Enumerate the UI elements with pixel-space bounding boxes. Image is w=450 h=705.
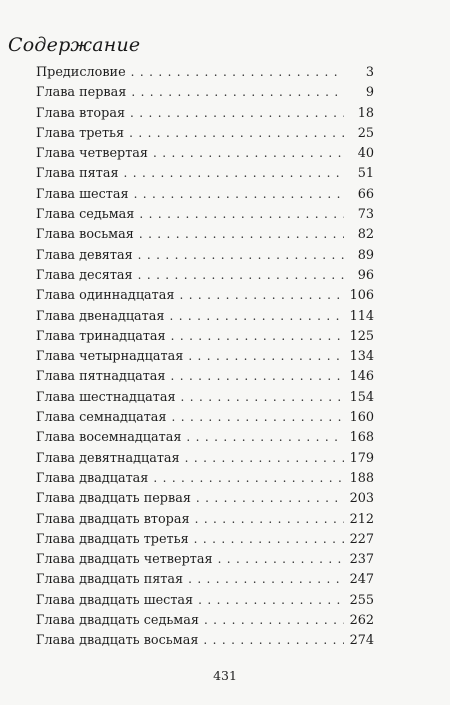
toc-entry-title: Глава двадцать шестая <box>36 592 194 608</box>
toc-entry-title: Глава пятая <box>36 166 119 182</box>
toc-entry-page: 160 <box>349 410 374 426</box>
toc-entry <box>36 509 374 529</box>
dot-leader <box>194 529 344 549</box>
toc-entry <box>36 265 374 285</box>
dot-leader <box>153 143 344 163</box>
toc-entry-page: 179 <box>349 450 374 466</box>
toc-entry-title: Глава четырнадцатая <box>36 349 184 365</box>
toc-entry <box>36 468 374 488</box>
toc-entry-title: Глава первая <box>36 85 127 101</box>
toc-entry-title: Глава двадцать первая <box>36 491 191 507</box>
toc-entry-title: Глава девятнадцатая <box>36 450 180 466</box>
toc-entry <box>36 204 374 224</box>
toc-entry-page: 106 <box>349 288 374 304</box>
toc-entry-title: Глава четвертая <box>36 146 148 162</box>
page-number: 431 <box>213 668 237 683</box>
toc-entry-title: Глава двадцатая <box>36 470 149 486</box>
dot-leader <box>204 610 344 630</box>
toc-entry-title: Глава двадцать восьмая <box>36 633 199 649</box>
toc-entry-title: Глава семнадцатая <box>36 410 167 426</box>
table-of-contents <box>36 62 374 651</box>
dot-leader <box>171 326 344 346</box>
toc-entry-page: 25 <box>357 125 374 141</box>
toc-entry-page: 3 <box>365 65 374 80</box>
toc-entry <box>36 610 374 630</box>
toc-entry-title: Глава третья <box>36 125 125 141</box>
toc-entry <box>36 184 374 204</box>
dot-leader <box>188 569 343 589</box>
toc-entry-title: Глава девятая <box>36 247 133 263</box>
toc-entry-page: 18 <box>357 105 374 121</box>
toc-entry <box>36 285 374 305</box>
dot-leader <box>179 285 343 305</box>
dot-leader <box>171 366 344 386</box>
toc-entry-page: 114 <box>349 308 374 324</box>
toc-entry-page: 247 <box>349 572 374 588</box>
toc-entry <box>36 569 374 589</box>
toc-entry-title: Глава двадцать третья <box>36 531 189 547</box>
toc-entry-title: Глава пятнадцатая <box>36 369 166 385</box>
dot-leader <box>169 306 343 326</box>
toc-entry-page: 82 <box>357 227 374 243</box>
toc-entry-title: Глава тринадцатая <box>36 328 166 344</box>
toc-entry-title: Глава двадцать четвертая <box>36 552 213 568</box>
dot-leader <box>198 590 343 610</box>
toc-entry <box>36 103 374 123</box>
toc-entry-page: 89 <box>357 247 374 263</box>
toc-entry-title: Глава двадцать седьмая <box>36 613 199 629</box>
dot-leader <box>131 82 344 102</box>
toc-entry-title: Глава вторая <box>36 105 126 121</box>
toc-entry-title: Глава седьмая <box>36 207 135 223</box>
toc-entry <box>36 123 374 143</box>
dot-leader <box>131 62 344 82</box>
toc-entry <box>36 427 374 447</box>
toc-entry <box>36 630 374 650</box>
toc-entry-title: Глава десятая <box>36 267 133 283</box>
toc-entry <box>36 529 374 549</box>
toc-entry-page: 237 <box>349 552 374 568</box>
toc-entry-page: 255 <box>349 592 374 608</box>
toc-entry <box>36 82 374 102</box>
toc-entry-title: Глава шестнадцатая <box>36 389 176 405</box>
toc-entry-page: 146 <box>349 369 374 385</box>
toc-entry-page: 274 <box>349 633 374 649</box>
dot-leader <box>124 163 344 183</box>
toc-entry <box>36 366 374 386</box>
dot-leader <box>138 265 344 285</box>
dot-leader <box>134 184 344 204</box>
toc-entry <box>36 224 374 244</box>
toc-entry <box>36 590 374 610</box>
dot-leader <box>153 468 343 488</box>
toc-entry-page: 154 <box>349 389 374 405</box>
toc-entry-page: 168 <box>349 430 374 446</box>
toc-entry <box>36 488 374 508</box>
toc-entry <box>36 306 374 326</box>
toc-entry-page: 262 <box>349 613 374 629</box>
toc-entry-title: Предисловие <box>36 65 126 80</box>
toc-entry-title: Глава восьмая <box>36 227 134 243</box>
toc-entry <box>36 448 374 468</box>
dot-leader <box>138 245 344 265</box>
dot-leader <box>139 224 344 244</box>
toc-entry-page: 203 <box>349 491 374 507</box>
toc-entry <box>36 245 374 265</box>
dot-leader <box>130 103 344 123</box>
toc-entry-title: Глава восемнадцатая <box>36 430 182 446</box>
toc-entry <box>36 346 374 366</box>
toc-entry-page: 73 <box>357 207 374 223</box>
toc-entry-title: Глава двенадцатая <box>36 308 165 324</box>
dot-leader <box>203 630 343 650</box>
toc-entry-page: 40 <box>357 146 374 162</box>
toc-entry <box>36 549 374 569</box>
page-title: Содержание <box>8 34 141 56</box>
dot-leader <box>185 448 344 468</box>
toc-entry-page: 66 <box>357 186 374 202</box>
toc-entry-title: Глава одиннадцатая <box>36 288 175 304</box>
toc-entry <box>36 326 374 346</box>
dot-leader <box>129 123 344 143</box>
toc-entry-title: Глава двадцать пятая <box>36 572 184 588</box>
toc-entry-title: Глава двадцать вторая <box>36 511 190 527</box>
toc-entry-page: 212 <box>349 511 374 527</box>
toc-entry-page: 51 <box>357 166 374 182</box>
toc-entry-page: 227 <box>349 531 374 547</box>
dot-leader <box>218 549 344 569</box>
toc-entry-title: Глава шестая <box>36 186 129 202</box>
dot-leader <box>139 204 344 224</box>
toc-entry-page: 188 <box>349 470 374 486</box>
toc-entry <box>36 163 374 183</box>
dot-leader <box>195 509 344 529</box>
toc-entry-page: 134 <box>349 349 374 365</box>
toc-entry <box>36 62 374 82</box>
dot-leader <box>172 407 344 427</box>
dot-leader <box>186 427 343 447</box>
dot-leader <box>196 488 344 508</box>
toc-entry <box>36 407 374 427</box>
toc-entry <box>36 387 374 407</box>
toc-entry-page: 9 <box>365 85 374 101</box>
toc-entry-page: 96 <box>357 267 374 283</box>
dot-leader <box>188 346 343 366</box>
toc-entry <box>36 143 374 163</box>
dot-leader <box>181 387 344 407</box>
toc-entry-page: 125 <box>349 328 374 344</box>
